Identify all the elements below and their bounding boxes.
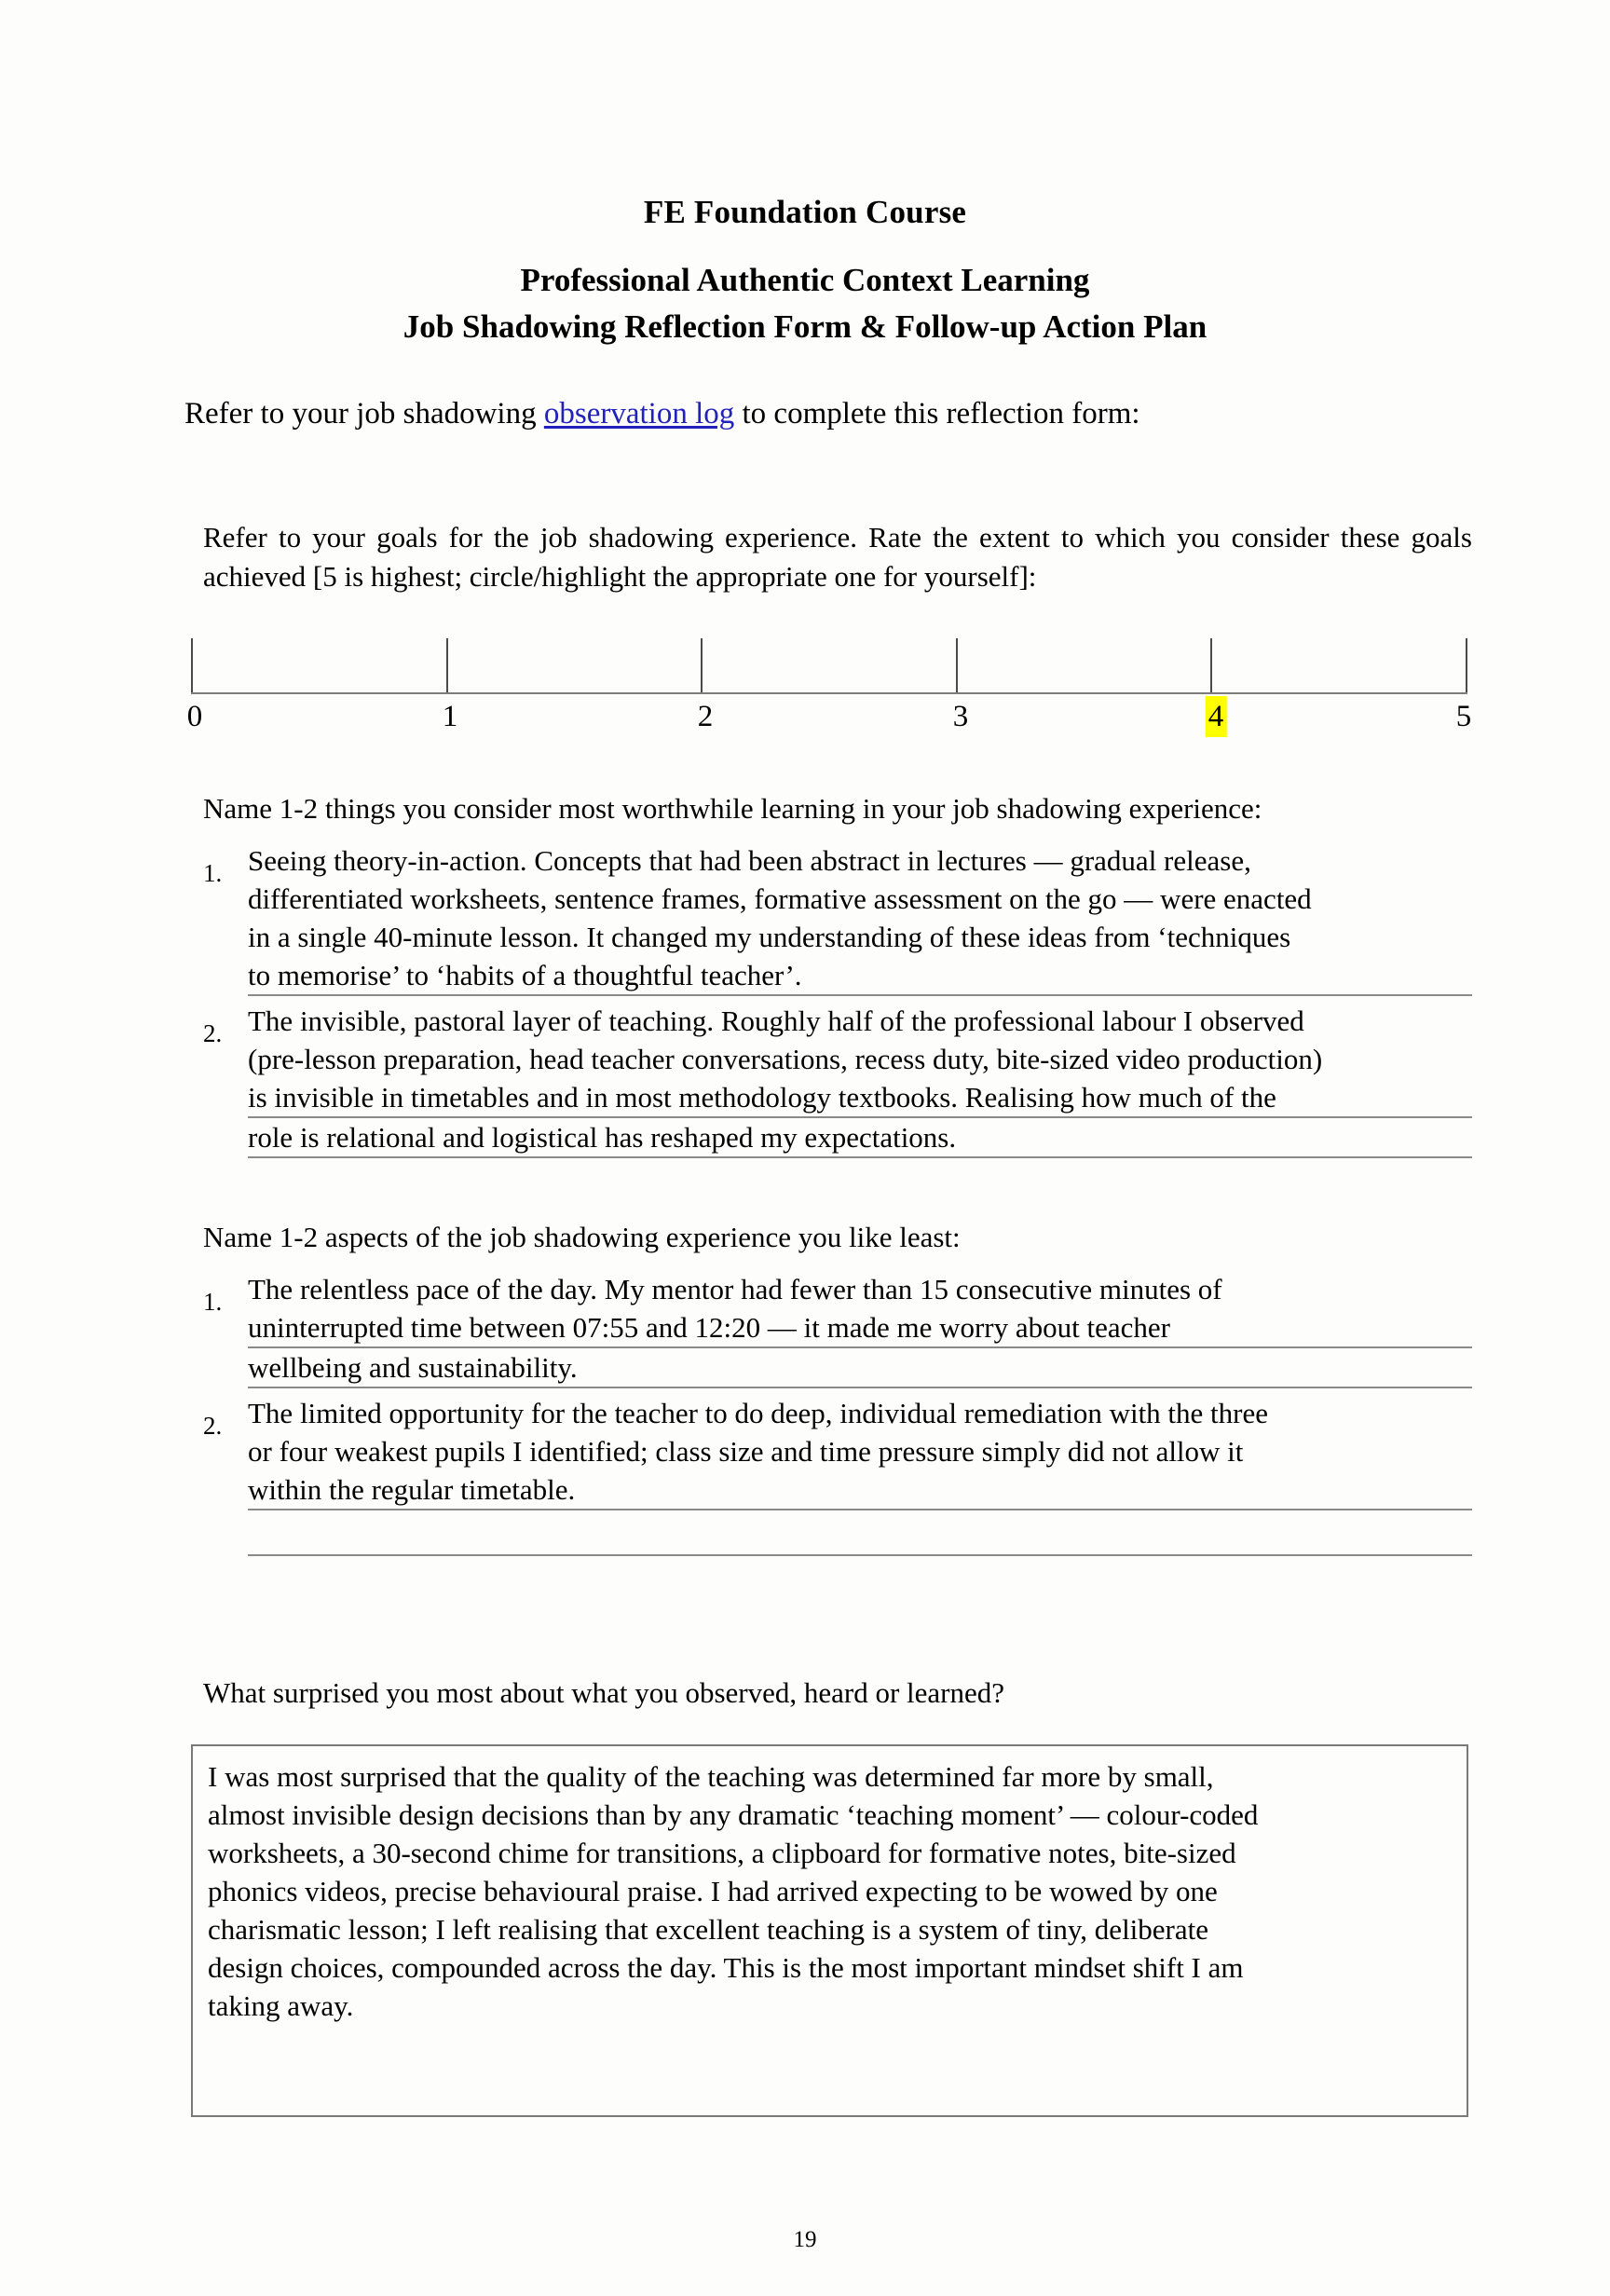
intro-text-after: to complete this reflection form: <box>734 397 1140 430</box>
blank-answer-rule[interactable] <box>248 1516 1472 1556</box>
rating-label-4-selected[interactable]: 4 <box>1206 696 1227 737</box>
worthwhile-prompt: Name 1-2 things you consider most worthwhile learning in your job shadowing experience: <box>203 792 1262 825</box>
rating-prompt: Refer to your goals for the job shadowing experience. Rate the extent to which you consider these goals achieved [5 is highest; circle/highlight the appropriate one for yourself]: <box>203 521 1472 593</box>
worthwhile-item-1-text[interactable] <box>248 841 1472 996</box>
surprise-answer-box[interactable] <box>191 1744 1468 2117</box>
answer-line: differentiated worksheets, sentence frames, formative assessment on the go — were enacted <box>248 882 1312 915</box>
answer-line: within the regular timetable. <box>248 1470 1472 1510</box>
answer-line: in a single 40-minute lesson. It changed my understanding of these ideas from ‘techniques <box>248 921 1291 953</box>
least-liked-item-1-text[interactable] <box>248 1270 1472 1388</box>
rating-scale-cell-1[interactable] <box>446 638 702 692</box>
spacer-before-surprise <box>0 1562 1610 1674</box>
answer-line: to memorise’ to ‘habits of a thoughtful teacher’. <box>248 956 1472 996</box>
rating-label-5[interactable]: 5 <box>1455 700 1472 733</box>
rating-label-3[interactable]: 3 <box>952 700 969 733</box>
answer-line: The limited opportunity for the teacher to do deep, individual remediation with the three <box>248 1397 1269 1429</box>
answer-line: wellbeing and sustainability. <box>248 1348 1472 1388</box>
answer-line: phonics videos, precise behavioural praise. I had arrived expecting to be wowed by one <box>208 1875 1218 1907</box>
answer-line: charismatic lesson; I left realising that excellent teaching is a system of tiny, deliberate <box>208 1913 1209 1946</box>
rating-label-2[interactable]: 2 <box>697 700 714 733</box>
least-liked-answers <box>0 1257 1610 1556</box>
intro-text-before: Refer to your job shadowing <box>184 397 544 430</box>
worthwhile-item-2 <box>203 1002 1472 1158</box>
rating-label-0[interactable]: 0 <box>186 700 203 733</box>
rating-scale[interactable] <box>186 638 1472 741</box>
answer-line: design choices, compounded across the day. This is the most important mindset shift I am <box>208 1951 1244 1984</box>
rating-scale-cell-3[interactable] <box>956 638 1211 692</box>
answer-line: The relentless pace of the day. My mentor had fewer than 15 consecutive minutes of <box>248 1273 1222 1305</box>
answer-line: The invisible, pastoral layer of teaching. Roughly half of the professional labour I observed <box>248 1004 1304 1037</box>
rating-label-1[interactable]: 1 <box>442 700 458 733</box>
page-footer <box>0 2227 1610 2253</box>
answer-line: is invisible in timetables and in most methodology textbooks. Realising how much of the <box>248 1078 1472 1118</box>
answer-line: (pre-lesson preparation, head teacher conversations, recess duty, bite-sized video production) <box>248 1043 1323 1075</box>
answer-line: Seeing theory-in-action. Concepts that had been abstract in lectures — gradual release, <box>248 844 1251 877</box>
surprise-prompt: What surprised you most about what you observed, heard or learned? <box>203 1676 1004 1709</box>
answer-line: or four weakest pupils I identified; class size and time pressure simply did not allow it <box>248 1435 1244 1468</box>
least-liked-item-1-number: 1. <box>203 1288 223 1316</box>
rating-scale-labels <box>186 694 1472 741</box>
least-liked-item-1 <box>203 1270 1472 1388</box>
least-liked-item-2-text[interactable] <box>248 1394 1472 1510</box>
rating-scale-cell-0[interactable] <box>191 638 446 692</box>
spacer-before-least-liked <box>0 1164 1610 1218</box>
course-title: FE Foundation Course <box>643 194 967 230</box>
intro-instruction <box>0 350 1610 431</box>
least-liked-prompt: Name 1-2 aspects of the job shadowing experience you like least: <box>203 1221 961 1253</box>
answer-line: role is relational and logistical has reshaped my expectations. <box>248 1118 1472 1158</box>
rating-scale-cell-2[interactable] <box>701 638 956 692</box>
answer-line: worksheets, a 30-second chime for transitions, a clipboard for formative notes, bite-sized <box>208 1837 1236 1869</box>
least-liked-item-2 <box>203 1394 1472 1510</box>
rating-scale-cell-4[interactable] <box>1210 638 1467 692</box>
worthwhile-item-1 <box>203 841 1472 996</box>
spacer-after-scale <box>0 741 1610 789</box>
page-number: 19 <box>793 2227 817 2252</box>
answer-line: uninterrupted time between 07:55 and 12:20 — it made me worry about teacher <box>248 1308 1472 1348</box>
observation-log-link[interactable]: observation log <box>543 397 735 430</box>
answer-line: taking away. <box>208 1989 354 2022</box>
rating-scale-track <box>191 638 1467 694</box>
worthwhile-item-1-number: 1. <box>203 859 223 887</box>
surprise-box-wrapper <box>0 1713 1610 2117</box>
answer-line: I was most surprised that the quality of the teaching was determined far more by small, <box>208 1760 1214 1793</box>
form-title <box>0 231 1610 350</box>
worthwhile-answers <box>0 828 1610 1158</box>
worthwhile-item-2-text[interactable] <box>248 1002 1472 1158</box>
answer-line: almost invisible design decisions than by any dramatic ‘teaching moment’ — colour-coded <box>208 1798 1259 1831</box>
least-liked-item-2-number: 2. <box>203 1412 223 1440</box>
worthwhile-item-2-number: 2. <box>203 1019 223 1047</box>
rating-scale-wrapper <box>0 596 1610 741</box>
form-title-line-2: Job Shadowing Reflection Form & Follow-up Action Plan <box>402 308 1208 345</box>
form-title-line-1: Professional Authentic Context Learning <box>520 262 1090 298</box>
